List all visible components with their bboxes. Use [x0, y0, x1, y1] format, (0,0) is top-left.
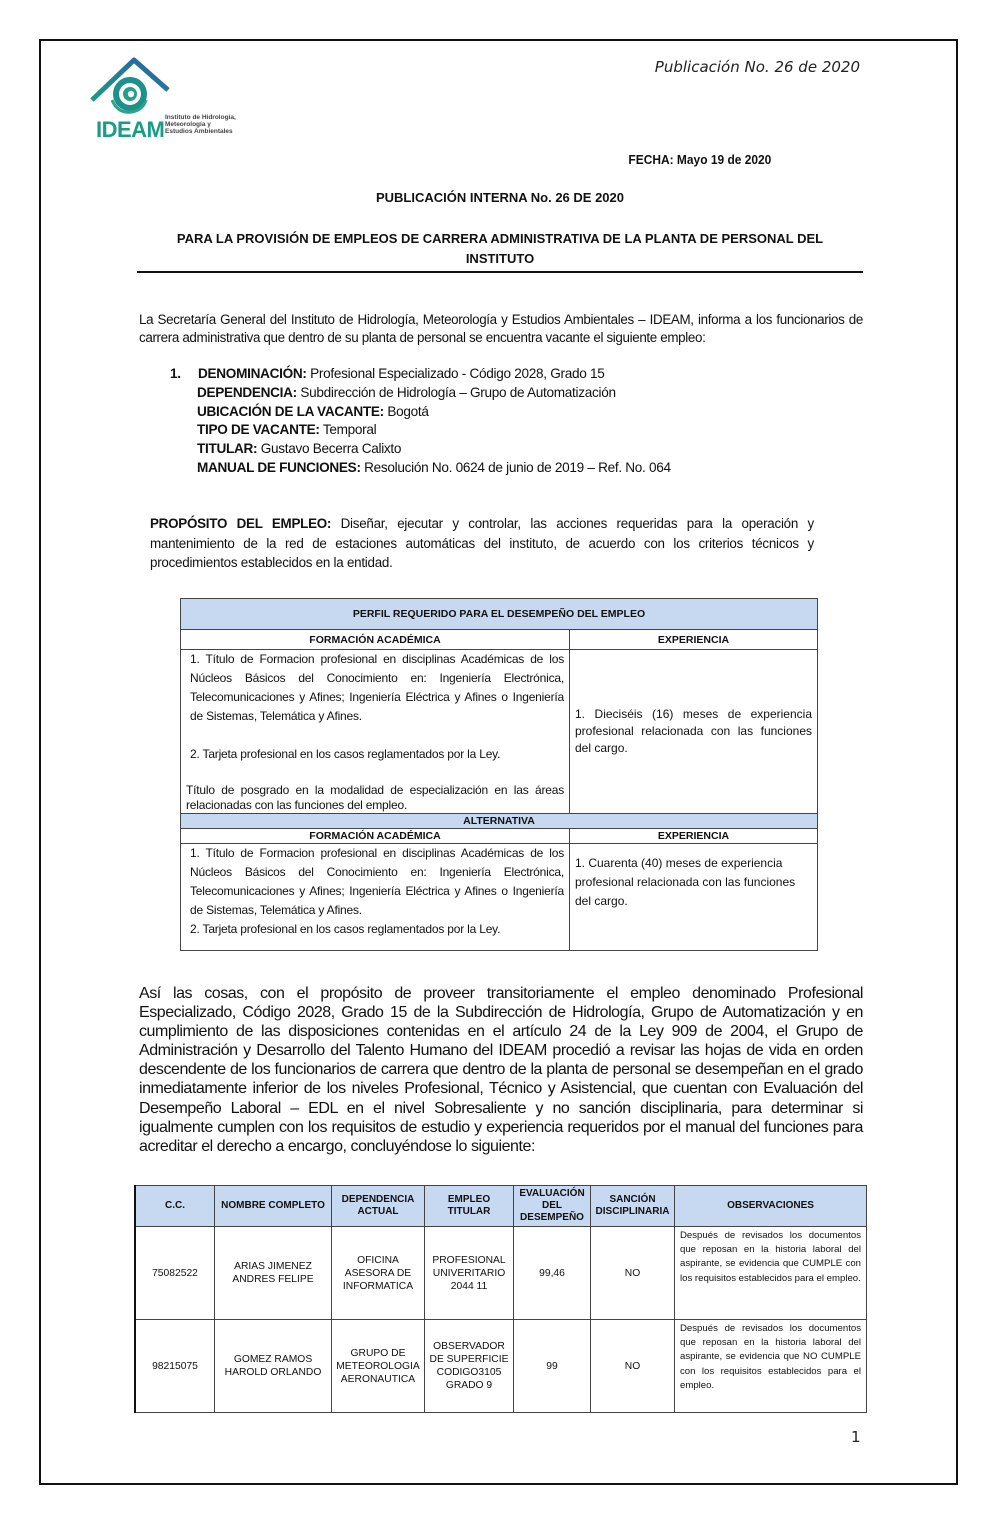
profile-table-title: PERFIL REQUERIDO PARA EL DESEMPEÑO DEL EMPLEO — [181, 599, 818, 630]
vacancy-details — [170, 365, 671, 478]
header-observaciones: OBSERVACIONES — [675, 1186, 867, 1227]
experiencia-cell: 1. Dieciséis (16) meses de experiencia profesional relacionada con las funciones del cargo. — [570, 650, 818, 814]
title-divider — [137, 271, 863, 273]
field-label: MANUAL DE FUNCIONES: — [197, 459, 361, 475]
cell-nombre: GOMEZ RAMOS HAROLD ORLANDO — [215, 1320, 332, 1413]
logo-line: Instituto de Hidrología, — [165, 114, 236, 121]
column-header-formacion: FORMACIÓN ACADÉMICA — [181, 829, 570, 844]
formacion-item: 1. Título de Formacion profesional en disciplinas Académicas de los Núcleos Básicos del Conocimiento en: Ingeniería Electrónica, Telecomunicaciones y Afines; Ingeniería Eléctrica y Afines o Ingeniería de Sistemas, Telemática y Afines. — [190, 846, 564, 917]
header-cc: C.C. — [135, 1186, 215, 1227]
column-header-experiencia: EXPERIENCIA — [570, 630, 818, 650]
header-evaluacion: EVALUACIÓN DEL DESEMPEÑO — [514, 1186, 591, 1227]
purpose-label: PROPÓSITO DEL EMPLEO: — [150, 516, 332, 531]
document-date: FECHA: Mayo 19 de 2020 — [628, 152, 771, 167]
vacancy-field — [170, 440, 671, 459]
logo-institution-name — [165, 114, 236, 135]
formacion-item: Título de posgrado en la modalidad de especialización en las áreas relacionadas con las funciones del empleo. — [186, 783, 564, 812]
document-title: PUBLICACIÓN INTERNA No. 26 DE 2020 — [375, 190, 624, 205]
header-sancion: SANCIÓN DISCIPLINARIA — [591, 1186, 675, 1227]
experiencia-text: 1. Cuarenta (40) meses de experiencia profesional relacionada con las funciones del cargo. — [575, 856, 796, 908]
header-empleo: EMPLEO TITULAR — [425, 1186, 514, 1227]
column-header-formacion: FORMACIÓN ACADÉMICA — [181, 630, 570, 650]
profile-table — [180, 598, 818, 951]
vacancy-field — [170, 384, 671, 403]
field-label: DENOMINACIÓN: — [198, 366, 307, 381]
logo-line: Estudios Ambientales — [165, 128, 233, 135]
cell-sancion: NO — [591, 1227, 675, 1320]
logo-line: Meteorología y — [165, 121, 211, 128]
cell-sancion: NO — [591, 1320, 675, 1413]
field-value: Profesional Especializado - Código 2028, Grado 15 — [306, 366, 605, 381]
field-label: UBICACIÓN DE LA VACANTE: — [197, 403, 384, 419]
vacancy-field — [170, 365, 671, 384]
field-label: DEPENDENCIA: — [197, 384, 297, 400]
page-number: 1 — [851, 1428, 861, 1446]
column-header-experiencia: EXPERIENCIA — [570, 829, 818, 844]
field-value: Gustavo Becerra Calixto — [257, 441, 402, 457]
cell-dependencia: OFICINA ASESORA DE INFORMATICA — [332, 1227, 425, 1320]
field-value: Temporal — [319, 422, 377, 438]
cell-empleo: PROFESIONAL UNIVERITARIO 2044 11 — [425, 1227, 514, 1320]
vacancy-number: 1. — [170, 366, 181, 381]
field-value: Subdirección de Hidrología – Grupo de Automatización — [296, 384, 616, 400]
logo-acronym: IDEAM — [96, 117, 165, 142]
field-label: TIPO DE VACANTE: — [197, 422, 320, 438]
cell-nombre: ARIAS JIMENEZ ANDRES FELIPE — [215, 1227, 332, 1320]
table-row — [135, 1227, 867, 1320]
field-value: Bogotá — [383, 403, 429, 419]
intro-paragraph: La Secretaría General del Instituto de Hidrología, Meteorología y Estudios Ambientales – IDEAM, informa a los funcionarios de carrera administrativa que dentro de su planta de personal se encuentra vacante el siguiente empleo: — [139, 312, 863, 345]
cell-evaluacion: 99,46 — [514, 1227, 591, 1320]
table-row — [135, 1320, 867, 1413]
field-label: TITULAR: — [197, 441, 258, 457]
purpose-paragraph — [150, 514, 814, 573]
field-value: Resolución No. 0624 de junio de 2019 – Ref. No. 064 — [360, 459, 671, 475]
results-table — [134, 1185, 867, 1413]
cell-cc: 75082522 — [135, 1227, 215, 1320]
vacancy-field — [170, 421, 671, 440]
cell-empleo: OBSERVADOR DE SUPERFICIE CODIGO3105 GRADO 9 — [425, 1320, 514, 1413]
cell-evaluacion: 99 — [514, 1320, 591, 1413]
formacion-item: 2. Tarjeta profesional en los casos reglamentados por la Ley. — [190, 747, 501, 761]
formacion-item: 1. Título de Formacion profesional en disciplinas Académicas de los Núcleos Básicos del Conocimiento en: Ingeniería Electrónica, Telecomunicaciones y Afines; Ingeniería Eléctrica y Afines o Ingeniería de Sistemas, Telemática y Afines. — [190, 652, 564, 723]
alt-experiencia-cell — [570, 844, 818, 951]
alternative-header: ALTERNATIVA — [181, 814, 818, 829]
vacancy-field — [170, 459, 671, 478]
purpose-text: Diseñar, ejecutar y controlar, las acciones requeridas para la operación y mantenimiento de la red de estaciones automáticas del instituto, de acuerdo con los criterios técnicos y procedimientos establecidos en la entidad. — [150, 516, 814, 570]
results-header-row — [135, 1186, 867, 1227]
document-subtitle: PARA LA PROVISIÓN DE EMPLEOS DE CARRERA ADMINISTRATIVA DE LA PLANTA DE PERSONAL DEL INSTITUTO — [176, 231, 824, 266]
header-dependencia: DEPENDENCIA ACTUAL — [332, 1186, 425, 1227]
cell-observaciones: Después de revisados los documentos que reposan en la historia laboral del aspirante, se evidencia que CUMPLE con los requisitos establecidos para el empleo. — [675, 1227, 867, 1320]
vacancy-field — [170, 403, 671, 422]
cell-observaciones: Después de revisados los documentos que reposan en la historia laboral del aspirante, se evidencia que NO CUMPLE con los requisitos establecidos para el empleo. — [675, 1320, 867, 1413]
cell-cc: 98215075 — [135, 1320, 215, 1413]
body-paragraph: Así las cosas, con el propósito de proveer transitoriamente el empleo denominado Profesional Especializado, Código 2028, Grado 15 de la Subdirección de Hidrología, Grupo de Automatización y en cumplimiento de las disposiciones contenidas en el artículo 24 de la Ley 909 de 2004, el Grupo de Administración y Desarrollo del Talento Humano del IDEAM procedió a revisar las hojas de vida en orden descendente de los funcionarios de carrera que dentro de la planta de personal se desempeñan en el grado inmediatamente inferior de los niveles Profesional, Técnico y Asistencial, que cuentan con Evaluación del Desempeño Laboral – EDL en el nivel Sobresaliente y no sanción disciplinaria, para determinar si igualmente cumplen con los requisitos de estudio y experiencia requeridos por el manual del funciones para acreditar el derecho a encargo, concluyéndose lo siguiente: — [139, 985, 863, 1155]
formacion-cell — [181, 650, 570, 814]
formacion-item: 2. Tarjeta profesional en los casos reglamentados por la Ley. — [190, 922, 501, 936]
publication-header: Publicación No. 26 de 2020 — [654, 58, 860, 76]
header-nombre: NOMBRE COMPLETO — [215, 1186, 332, 1227]
cell-dependencia: GRUPO DE METEOROLOGIA AERONAUTICA — [332, 1320, 425, 1413]
alt-formacion-cell — [181, 844, 570, 951]
